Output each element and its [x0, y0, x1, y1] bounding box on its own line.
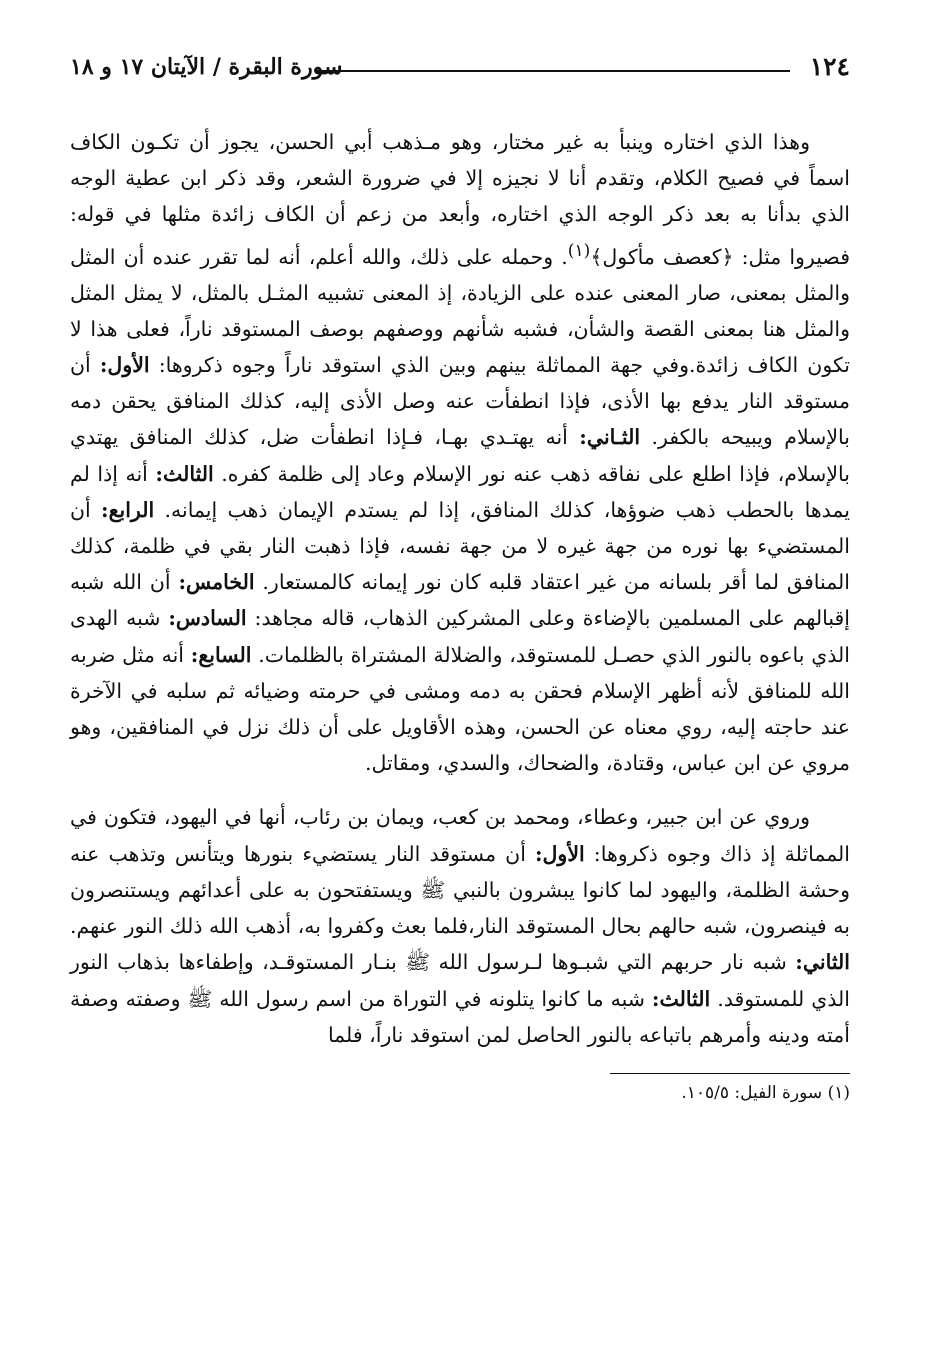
keyword: الثاني:	[795, 950, 850, 975]
page-number: ١٢٤	[809, 52, 850, 81]
keyword: الأول:	[534, 841, 585, 866]
keyword: السادس:	[168, 606, 247, 631]
keyword: الخامس:	[178, 570, 255, 595]
keyword: الرابع:	[101, 497, 155, 522]
paragraph: وهذا الذي اختاره وينبأ به غير مختار، وهو مـذهب أبي الحسن، يجوز أن تكـون الكاف اسماً في فصيح الكلام، وتقدم أنا لا نجيزه إلا في ضرورة الشعر، وقد ذكر ابن عطية الوجه الذي بدأنا به بعد ذكر الوجه الذي اختاره، وأبعد من زعم أن الكاف زائدة مثلها في قوله: فصيروا مثل: ﴿كعصف مأكول﴾$^{(١)}$. وحمله على ذلك، والله أعلم، أنه لما تقرر عنده أن المثل والمثل بمعنى، صار المعنى عنده على الزيادة، إذ المعنى تشبيه المثـل بالمثل، لا يمثل المثل والمثل هنا بمعنى القصة والشأن، فشبه شأنهم ووصفهم بوصف المستوقد ناراً، فعلى هذا لا تكون الكاف زائدة.وفي جهة المماثلة بينهم وبين الذي استوقد ناراً وجوه ذكروها: الأول: أن مستوقد النار يدفع بها الأذى، فإذا انطفأت عنه وصل الأذى إليه، كذلك المنافق يحقن دمه بالإسلام ويبيحه بالكفر. الثـاني: أنه يهتـدي بهـا، فـإذا انطفأت ضل، كذلك المنافق يهتدي بالإسلام، فإذا اطلع على نفاقه ذهب عنه نور الإسلام وعاد إلى ظلمة كفره. الثالث: أنه إذا لم يمدها بالحطب ذهب ضوؤها، كذلك المنافق، إذا لم يستدم الإيمان ذهب إيمانه. الرابع: أن المستضيء بها نوره من جهة غيره لا من جهة نفسه، فإذا ذهبت النار بقي في ظلمة، كذلك المنافق لما أقر بلسانه من غير اعتقاد قلبه كان نور إيمانه كالمستعار. الخامس: أن الله شبه إقبالهم على المسلمين بالإضاءة وعلى المشركين الذهاب، قاله مجاهد: السادس: شبه الهدى الذي باعوه بالنور الذي حصـل للمستوقد، والضلالة المشتراة بالظلمات. السابع: أنه مثل ضربه الله للمنافق لأنه أظهر الإسلام فحقن به دمه ومشى في حرمته وضيائه ثم سلبه في الآخرة عند حاجته إليه، روي معناه عن الحسن، وهذه الأقاويل على أن ذلك نزل في المنافقين، وهو مروي عن ابن عباس، وقتادة، والضحاك، والسدي، ومقاتل.	[70, 130, 850, 776]
footnote-reference: (١)	[567, 240, 591, 261]
page-header	[70, 50, 850, 86]
keyword: الثـاني:	[579, 425, 641, 450]
header-rule	[315, 70, 790, 72]
keyword: الأول:	[99, 353, 150, 378]
running-title: سورة البقرة / الآيتان ١٧ و ١٨	[70, 54, 343, 80]
body-text	[70, 124, 850, 1053]
keyword: السابع:	[190, 642, 252, 667]
book-page	[70, 50, 850, 1310]
keyword: الثالث:	[651, 986, 711, 1011]
keyword: الثالث:	[155, 461, 214, 486]
footnote: (١) سورة الفيل: ١٠٥/٥.	[681, 1082, 850, 1103]
paragraph: وروي عن ابن جبير، وعطاء، ومحمد بن كعب، ويمان بن رئاب، أنها في اليهود، فتكون في المماثلة إذ ذاك وجوه ذكروها: الأول: أن مستوقد النار يستضيء بنورها ويتأنس وتذهب عنه وحشة الظلمة، واليهود لما كانوا يبشرون بالنبي ﷺ ويستفتحون به على أعدائهم ويستنصرون به فينصرون، شبه حالهم بحال المستوقد النار،فلما بعث وكفروا به، أذهب الله ذلك النور عنهم. الثاني: شبه نار حربهم التي شبـوها لـرسول الله ﷺ بنـار المستوقـد، وإطفاءها بذهاب النور الذي للمستوقد. الثالث: شبه ما كانوا يتلونه في التوراة من اسم رسول الله ﷺ وصفته وصفة أمته ودينه وأمرهم باتباعه بالنور الحاصل لمن استوقد ناراً، فلما	[70, 805, 850, 1047]
footnote-rule	[610, 1073, 850, 1074]
